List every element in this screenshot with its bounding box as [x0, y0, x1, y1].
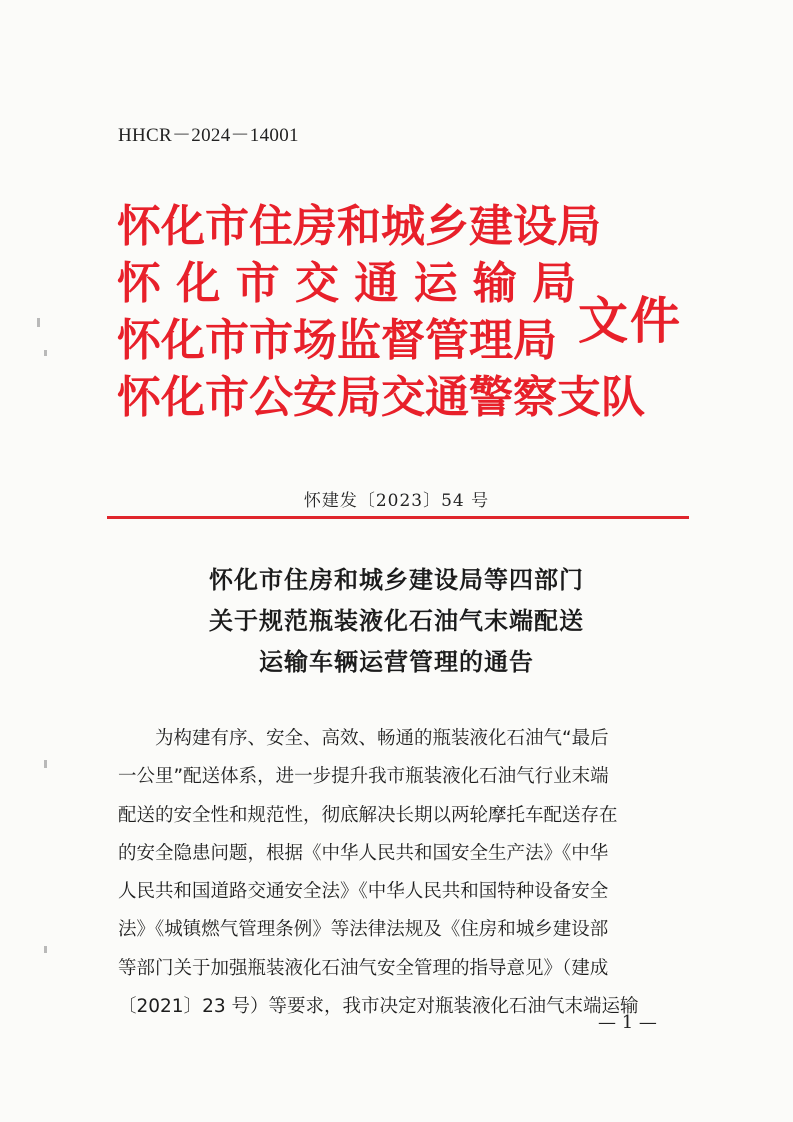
agency-line [117, 198, 601, 255]
agency-line [117, 369, 645, 426]
body-line: 为构建有序、安全、高效、畅通的瓶装液化石油气“最后 [155, 728, 609, 749]
body-line: 一公里”配送体系，进一步提升我市瓶装液化石油气行业末端 [118, 766, 609, 788]
scan-edge-mark [44, 760, 47, 768]
title-line: 关于规范瓶装液化石油气末端配送 [209, 607, 584, 635]
body-line: 〔2021〕23 号）等要求，我市决定对瓶装液化石油气末端运输 [118, 996, 639, 1018]
body-line: 的安全隐患问题，根据《中华人民共和国安全生产法》《中华 [118, 842, 609, 864]
scan-edge-mark [44, 946, 47, 953]
title-line: 怀化市住房和城乡建设局等四部门 [209, 566, 584, 594]
agency-name: 怀化市住房和城乡建设局 [117, 201, 601, 252]
scan-edge-mark [37, 318, 40, 327]
body-line: 人民共和国道路交通安全法》《中华人民共和国特种设备安全 [118, 881, 609, 903]
agency-line [117, 255, 587, 312]
agency-line [117, 312, 587, 369]
scan-edge-mark [44, 350, 47, 356]
agency-name: 怀 化 市 交 通 运 输 局 [117, 258, 577, 309]
red-divider [107, 516, 689, 519]
agency-name: 怀化市公安局交通警察支队 [117, 372, 645, 423]
body-line: 配送的安全性和规范性，彻底解决长期以两轮摩托车配送存在 [118, 804, 618, 826]
body-line: 等部门关于加强瓶装液化石油气安全管理的指导意见》（建成 [118, 957, 609, 979]
body-line: 法》《城镇燃气管理条例》等法律法规及《住房和城乡建设部 [118, 919, 609, 941]
document-number: 怀建发〔2023〕54 号 [303, 491, 490, 511]
page-number: — 1 — [598, 1012, 657, 1033]
notice-title [0, 560, 793, 683]
title-line: 运输车辆运营管理的通告 [259, 648, 534, 676]
document-suffix: 文件 [578, 292, 682, 350]
body-paragraph [118, 720, 678, 1026]
agency-name: 怀化市市场监督管理局 [117, 315, 557, 366]
document-code: HHCR－2024－14001 [118, 125, 299, 146]
